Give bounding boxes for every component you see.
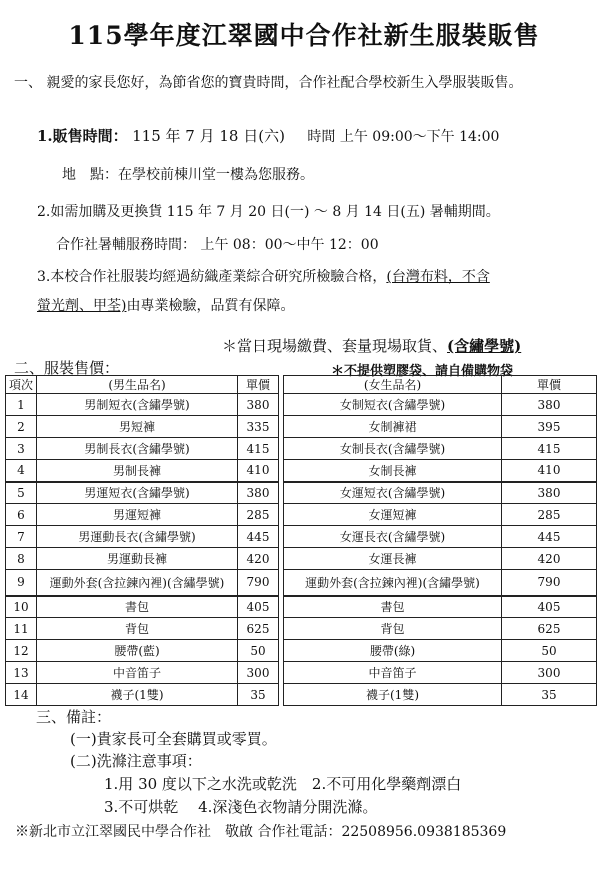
male-item-name: 襪子(1雙) [37, 684, 238, 706]
female-item-price: 445 [502, 526, 597, 548]
female-item-name: 背包 [284, 618, 502, 640]
female-item-name: 女制長衣(含繡學號) [284, 438, 502, 460]
female-item-name: 女制短衣(含繡學號) [284, 394, 502, 416]
female-item-name: 書包 [284, 596, 502, 618]
price-table-body [6, 394, 597, 706]
inspection-underlined: (台灣布料，不含 [386, 269, 490, 285]
notice-embroidery: (含繡學號) [447, 337, 522, 355]
table-row [6, 394, 597, 416]
intro-text: 一、 親愛的家長您好，為節省您的寶貴時間，合作社配合學校新生入學服裝販售。 [14, 75, 523, 91]
female-item-price: 380 [502, 482, 597, 504]
sale-time-hours: 時間 上午 09:00～下午 14:00 [307, 129, 500, 145]
male-item-price: 625 [238, 618, 279, 640]
male-item-price: 790 [238, 570, 279, 596]
female-item-name: 女運長褲 [284, 548, 502, 570]
male-item-price: 35 [238, 684, 279, 706]
male-item-name: 男運短衣(含繡學號) [37, 482, 238, 504]
header-no: 項次 [6, 376, 37, 394]
footer-signature: ※新北市立江翠國民中學合作社 敬啟 合作社電話：22508956.0938185369 [15, 824, 507, 840]
table-header-row [6, 376, 597, 394]
female-item-price: 410 [502, 460, 597, 482]
item-no: 4 [6, 460, 37, 482]
male-item-price: 410 [238, 460, 279, 482]
male-item-name: 腰帶(藍) [37, 640, 238, 662]
table-row [6, 482, 597, 504]
inspection-text-2: 由專業檢驗，品質有保障。 [126, 298, 295, 314]
item-no: 7 [6, 526, 37, 548]
female-item-name: 女制褲裙 [284, 416, 502, 438]
male-item-price: 420 [238, 548, 279, 570]
male-item-name: 男制長褲 [37, 460, 238, 482]
summer-hours-text: 合作社暑輔服務時間： 上午 08：00～中午 12：00 [56, 237, 379, 253]
header-male-item: (男生品名) [37, 376, 238, 394]
male-item-price: 445 [238, 526, 279, 548]
header-female-item: (女生品名) [284, 376, 502, 394]
female-item-name: 女運長衣(含繡學號) [284, 526, 502, 548]
notice-payment-text: ＊當日現場繳費、套量現場取貨、 [222, 337, 448, 355]
female-item-price: 625 [502, 618, 597, 640]
table-row [6, 526, 597, 548]
table-row [6, 640, 597, 662]
item-no: 3 [6, 438, 37, 460]
item-no: 5 [6, 482, 37, 504]
table-row [6, 548, 597, 570]
table-row [6, 504, 597, 526]
remark-1: (一)貴家長可全套購買或零買。 [70, 730, 277, 748]
male-item-name: 背包 [37, 618, 238, 640]
item-no: 2 [6, 416, 37, 438]
item-no: 10 [6, 596, 37, 618]
item-no: 9 [6, 570, 37, 596]
inspection-line-1 [37, 266, 490, 286]
table-row [6, 662, 597, 684]
female-item-price: 380 [502, 394, 597, 416]
male-item-price: 380 [238, 394, 279, 416]
item-no: 14 [6, 684, 37, 706]
table-row [6, 618, 597, 640]
female-item-price: 415 [502, 438, 597, 460]
item-no: 11 [6, 618, 37, 640]
male-item-name: 男運短褲 [37, 504, 238, 526]
inspection-underlined-2: 螢光劑、甲荃) [37, 298, 127, 314]
male-item-name: 男制長衣(含繡學號) [37, 438, 238, 460]
male-item-price: 300 [238, 662, 279, 684]
male-item-name: 男運動長衣(含繡學號) [37, 526, 238, 548]
wash-instructions-2: 3.不可烘乾 4.深淺色衣物請分開洗滌。 [104, 798, 378, 816]
table-row [6, 684, 597, 706]
female-item-name: 女制長褲 [284, 460, 502, 482]
item-no: 12 [6, 640, 37, 662]
male-item-price: 285 [238, 504, 279, 526]
item-no: 6 [6, 504, 37, 526]
female-item-name: 女運短衣(含繡學號) [284, 482, 502, 504]
male-item-price: 380 [238, 482, 279, 504]
female-item-name: 腰帶(綠) [284, 640, 502, 662]
male-item-name: 書包 [37, 596, 238, 618]
page-title: 115學年度江翠國中合作社新生服裝販售 [68, 21, 540, 50]
exchange-text: 2.如需加購及更換貨 115 年 7 月 20 日(一) ～ 8 月 14 日(五) 暑輔期間。 [37, 204, 500, 220]
female-item-price: 300 [502, 662, 597, 684]
male-item-name: 運動外套(含拉鍊內裡)(含繡學號) [37, 570, 238, 596]
male-item-name: 中音笛子 [37, 662, 238, 684]
female-item-name: 女運短褲 [284, 504, 502, 526]
sale-time-label: 1.販售時間： [37, 127, 128, 145]
price-table [5, 375, 597, 706]
male-item-price: 335 [238, 416, 279, 438]
wash-instructions-1: 1.用 30 度以下之水洗或乾洗 2.不可用化學藥劑漂白 [104, 775, 462, 793]
female-item-price: 285 [502, 504, 597, 526]
inspection-line-2 [37, 295, 294, 315]
inspection-text: 3.本校合作社服裝均經過紡織產業綜合研究所檢驗合格， [37, 269, 387, 285]
female-item-price: 405 [502, 596, 597, 618]
sale-time-date: 115 年 7 月 18 日(六) [132, 127, 285, 145]
item-no: 8 [6, 548, 37, 570]
table-row [6, 416, 597, 438]
female-item-name: 襪子(1雙) [284, 684, 502, 706]
table-row [6, 596, 597, 618]
notice-payment [222, 335, 521, 356]
female-item-price: 420 [502, 548, 597, 570]
female-item-price: 50 [502, 640, 597, 662]
table-row [6, 438, 597, 460]
male-item-price: 405 [238, 596, 279, 618]
section-remarks-heading: 三、備註： [36, 708, 112, 726]
table-row [6, 460, 597, 482]
sale-time-line [37, 125, 499, 146]
section-prices-heading: 二、服裝售價： [14, 359, 120, 377]
notice-bags: ＊不提供塑膠袋、請自備購物袋 [331, 364, 514, 379]
male-item-name: 男運動長褲 [37, 548, 238, 570]
item-no: 13 [6, 662, 37, 684]
female-item-price: 35 [502, 684, 597, 706]
male-item-name: 男制短衣(含繡學號) [37, 394, 238, 416]
remark-2: (二)洗滌注意事項： [70, 752, 202, 770]
item-no: 1 [6, 394, 37, 416]
male-item-price: 415 [238, 438, 279, 460]
header-male-price: 單價 [238, 376, 279, 394]
header-female-price: 單價 [502, 376, 597, 394]
female-item-name: 運動外套(含拉鍊內裡)(含繡學號) [284, 570, 502, 596]
location-text: 地 點：在學校前棟川堂一樓為您服務。 [62, 167, 314, 183]
female-item-name: 中音笛子 [284, 662, 502, 684]
male-item-name: 男短褲 [37, 416, 238, 438]
table-row [6, 570, 597, 596]
female-item-price: 395 [502, 416, 597, 438]
female-item-price: 790 [502, 570, 597, 596]
male-item-price: 50 [238, 640, 279, 662]
